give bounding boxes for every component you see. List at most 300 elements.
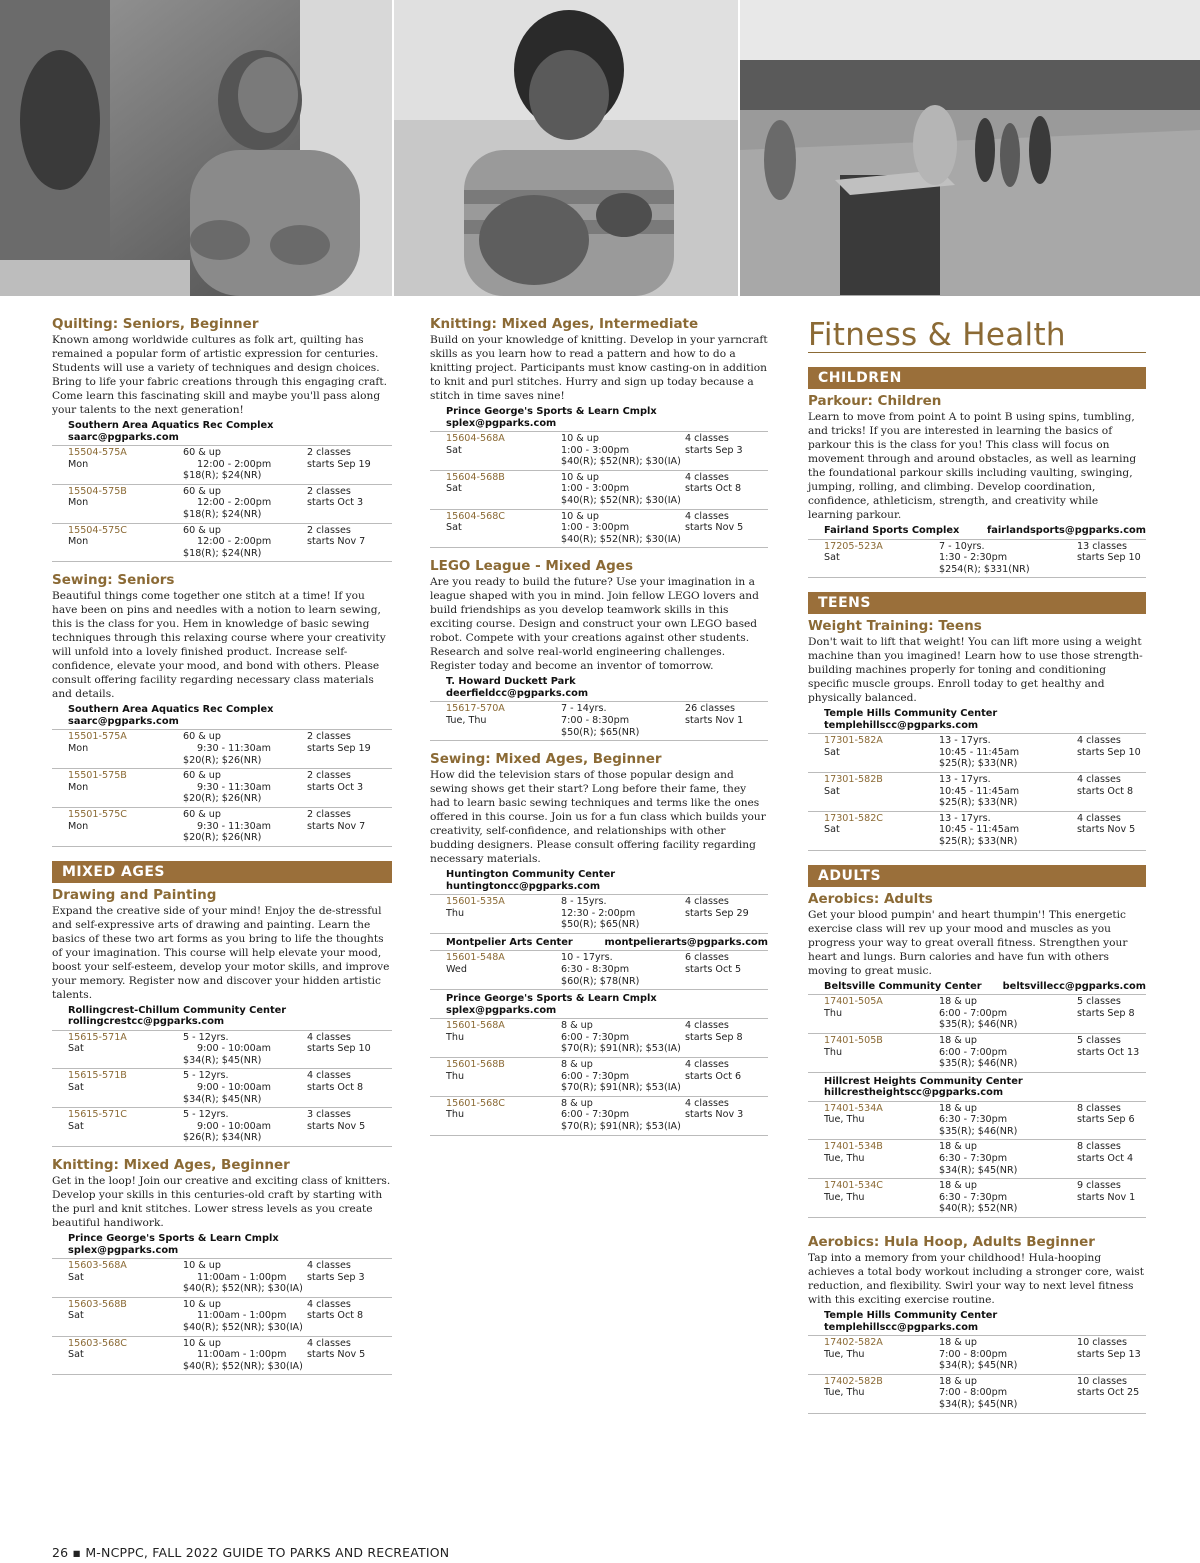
session-row [52,768,392,805]
session-age: 10 & up [183,1260,221,1272]
session-fee: $40(R); $52(NR); $30(IA) [183,1360,303,1372]
location-name: Fairland Sports Complex [824,525,960,536]
session-start: starts Nov 7 [307,820,366,832]
session-row [430,701,768,738]
location-email: splex@pgparks.com [68,1244,179,1256]
session-fee: $35(R); $46(NR) [939,1019,1018,1031]
session-count: 2 classes [307,447,351,458]
session-row [430,431,768,468]
session-code[interactable]: 17301-582B [824,774,883,786]
session-fee: $40(R); $52(NR); $30(IA) [183,1322,303,1333]
session-start: starts Oct 3 [307,497,364,509]
session-fee: $26(R); $34(NR) [183,1132,262,1144]
session-fee: $18(R); $24(NR) [183,547,262,559]
session-count: 9 classes [1077,1180,1121,1192]
class-title-weight: Weight Training: Teens [808,618,982,635]
session-fee: $18(R); $24(NR) [183,508,262,520]
session-row [52,1068,392,1105]
session-count: 4 classes [685,1058,729,1070]
session-row [430,894,768,931]
session-count: 4 classes [307,1337,351,1349]
session-age: 5 - 12yrs. [183,1070,229,1082]
sessions-parkour [808,539,1146,579]
session-age: 10 & up [183,1298,221,1310]
session-code[interactable]: 15504-575C [68,524,127,536]
session-fee: $40(R); $52(NR); $30(IA) [183,1283,303,1295]
session-age: 60 & up [183,447,221,458]
session-start: starts Oct 8 [307,1082,364,1094]
column-2 [430,316,768,1136]
session-code[interactable]: 15601-568C [446,1097,505,1109]
session-row [430,950,768,987]
session-start: starts Sep 3 [307,1271,365,1283]
location-email: beltsvillecc@pgparks.com [1002,980,1146,992]
session-fee: $40(R); $52(NR); $30(IA) [561,456,681,468]
session-row [808,1033,1146,1070]
session-fee: $25(R); $33(NR) [939,797,1018,809]
session-day: Tue, Thu [824,1153,865,1165]
session-code[interactable]: 15604-568C [446,510,505,522]
session-row [52,729,392,766]
session-fee: $18(R); $24(NR) [183,470,262,482]
session-code[interactable]: 15603-568C [68,1337,127,1349]
class-desc-hula: Tap into a memory from your childhood! Hula-hooping achieves a total body workout including a stronger core, waist reduction, and flexibility. Swirl your way to next level fitness with this exciting exercise routine. [808,1252,1144,1307]
location-name: Southern Area Aquatics Rec Complex [68,704,274,716]
session-start: starts Nov 1 [1077,1191,1136,1203]
session-count: 13 classes [1077,540,1127,552]
session-age: 10 & up [561,510,599,522]
class-desc-knitting-beginner: Get in the loop! Join our creative and exciting class of knitters. Develop your skills in this centuries-old craft by starting with the purl and knit stitches. Lower stress levels as you create beautiful handiwork. [52,1175,391,1230]
session-code[interactable]: 15615-571A [68,1031,127,1043]
session-day: Thu [824,1007,843,1019]
session-start: starts Sep 8 [685,1031,743,1043]
session-start: starts Sep 10 [1077,552,1141,564]
session-fee: $25(R); $33(NR) [939,836,1018,848]
session-time: 1:30 - 2:30pm [939,552,1008,564]
location-email: saarc@pgparks.com [68,431,179,443]
session-code[interactable]: 15603-568B [68,1298,127,1310]
session-day: Thu [446,1109,465,1121]
session-row [52,1297,392,1334]
session-day: Thu [446,1031,465,1043]
session-fee: $70(R); $91(NR); $53(IA) [561,1043,681,1055]
location-fairland [808,525,1146,537]
class-desc-quilting: Known among worldwide cultures as folk art, quilting has remained a popular form of artistic expression for centuries. Students will use a variety of techniques and design choices. Bring to life your fabric creations through this engaging craft. Come learn this fascinating skill and maybe you'll pass along your talents to the next generation! [52,334,387,416]
session-day: Thu [446,907,465,919]
session-row [808,811,1146,848]
sessions-drawing [52,1030,392,1147]
session-age: 60 & up [183,770,221,782]
sessions-knitting-beginner [52,1258,392,1375]
session-day: Sat [68,1043,84,1055]
session-start: starts Oct 8 [307,1310,364,1322]
session-age: 10 & up [561,433,599,444]
class-desc-lego: Are you ready to build the future? Use your imagination in a league shaped with you in mind. Join fellow LEGO lovers and build friendships as you develop teamwork skills in this exciting course. Design and construct your own LEGO based robot. Compete with your creations against other students. Research and solve real-world engineering challenges. Register today and become an inventor of tomorrow. [430,576,759,673]
class-desc-parkour: Learn to move from point A to point B using spins, tumbling, and tricks! If you are interested in learning the basics of parkour this is the class for you! This class will focus on movement through and around obstacles, as well as learning the foundational parkour skills including vaulting, swinging, jumping, rolling, and climbing. Develop coordination, confidence, athleticism, strength, and creativity while learning parkour. [808,411,1137,521]
session-count: 2 classes [307,524,351,536]
session-time: 9:00 - 10:00am [197,1043,271,1055]
session-time: 6:00 - 7:30pm [561,1070,630,1082]
session-code[interactable]: 17401-534A [824,1102,883,1114]
photo-strip [0,0,1200,296]
session-row [52,1030,392,1067]
class-title-aerobics: Aerobics: Adults [808,890,933,907]
session-code[interactable]: 15604-568B [446,471,505,483]
session-day: Sat [824,746,840,758]
class-title-quilting: Quilting: Seniors, Beginner [52,316,259,332]
session-time: 1:00 - 3:00pm [561,522,630,534]
session-start: starts Nov 5 [685,522,744,534]
location-name: Prince George's Sports & Learn Cmplx [446,406,657,417]
session-time: 6:30 - 7:30pm [939,1191,1008,1203]
session-row [808,1139,1146,1176]
session-count: 10 classes [1077,1375,1127,1387]
session-time: 12:00 - 2:00pm [197,458,272,470]
location-name: Rollingcrest-Chillum Community Center [68,1004,287,1016]
session-count: 5 classes [1077,996,1121,1008]
location-email: splex@pgparks.com [446,1004,557,1016]
session-start: starts Sep 10 [1077,746,1141,758]
session-day: Wed [446,964,467,975]
location-email: huntingtoncc@pgparks.com [446,880,601,892]
session-day: Mon [68,458,89,470]
session-time: 9:00 - 10:00am [197,1120,271,1132]
sessions-hillcrest [808,1101,1146,1218]
session-code[interactable]: 15501-575C [68,808,127,820]
session-code[interactable]: 15601-568A [446,1020,505,1032]
session-start: starts Nov 7 [307,536,366,548]
session-fee: $35(R); $46(NR) [939,1125,1018,1137]
location-knitting-beginner [52,1233,392,1256]
session-start: starts Oct 13 [1077,1046,1140,1058]
session-day: Sat [446,522,462,534]
session-age: 60 & up [183,524,221,536]
session-row [52,1336,392,1373]
session-fee: $35(R); $46(NR) [939,1058,1018,1070]
session-age: 60 & up [183,808,221,820]
location-name: Beltsville Community Center [824,980,982,992]
session-day: Tue, Thu [446,714,487,726]
session-day: Sat [68,1271,84,1283]
session-row [430,1057,768,1094]
location-name: Huntington Community Center [446,869,616,881]
session-fee: $60(R); $78(NR) [561,975,640,987]
session-age: 8 & up [561,1097,593,1109]
session-age: 18 & up [939,1337,977,1349]
session-age: 18 & up [939,1180,977,1192]
session-code[interactable]: 15604-568A [446,433,505,444]
location-lego [430,676,768,699]
banner-mixed-ages: MIXED AGES [52,861,392,883]
location-name: T. Howard Duckett Park [446,676,576,688]
session-day: Tue, Thu [824,1191,865,1203]
session-row [808,1374,1146,1411]
session-day: Tue, Thu [824,1387,865,1399]
session-start: starts Nov 5 [1077,824,1136,836]
session-age: 60 & up [183,485,221,497]
session-code[interactable]: 17402-582A [824,1337,883,1349]
session-count: 2 classes [307,808,351,820]
session-age: 5 - 12yrs. [183,1031,229,1043]
session-count: 4 classes [307,1298,351,1310]
session-start: starts Sep 29 [685,907,749,919]
session-age: 8 - 15yrs. [561,896,607,908]
class-title-lego: LEGO League - Mixed Ages [430,558,633,575]
session-start: starts Nov 1 [685,714,744,726]
session-start: starts Oct 4 [1077,1153,1134,1165]
session-fee: $40(R); $52(NR); $30(IA) [561,533,681,545]
location-email: templehillscc@pgparks.com [824,1321,979,1333]
location-email: saarc@pgparks.com [68,715,179,727]
session-row [52,1258,392,1295]
session-time: 12:00 - 2:00pm [197,536,272,548]
session-age: 7 - 14yrs. [561,703,607,715]
session-start: starts Oct 6 [685,1070,742,1082]
session-count: 4 classes [1077,735,1121,747]
session-time: 10:45 - 11:45am [939,824,1020,836]
class-title-sewing-mixed: Sewing: Mixed Ages, Beginner [430,751,662,768]
session-age: 5 - 12yrs. [183,1109,229,1121]
session-code[interactable]: 15501-575A [68,731,127,743]
class-desc-sewing-seniors: Beautiful things come together one stitch at a time! If you have been on pins and needles with a notion to learn sewing, this is the class for you. Hem in knowledge of basic sewing techniques through this relaxing course where your creativity will unfold into a lovely finished product. Increase self-confidence, elevate your mood, and bond with others. Please consult offering facility regarding necessary class materials and details. [52,590,386,701]
session-row [430,1018,768,1055]
session-time: 9:30 - 11:30am [197,742,271,754]
session-row [52,807,392,844]
session-day: Sat [446,444,462,456]
session-day: Mon [68,742,89,754]
sessions-montpelier [430,950,768,990]
session-count: 10 classes [1077,1337,1127,1349]
session-age: 8 & up [561,1020,593,1032]
session-code[interactable]: 17401-505A [824,996,883,1008]
session-time: 12:30 - 2:00pm [561,907,636,919]
session-fee: $50(R); $65(NR) [561,919,640,931]
session-start: starts Nov 5 [307,1349,366,1361]
class-desc-knitting-intermediate: Build on your knowledge of knitting. Develop in your yarncraft skills as you learn how to read a pattern and how to do a knitting project. Participants must know casting-on in addition to knit and purl stitches. Hurry and sign up today because a stitch in time saves nine! [430,334,768,402]
session-time: 6:00 - 7:30pm [561,1031,630,1043]
banner-adults: ADULTS [808,865,1146,887]
session-time: 11:00am - 1:00pm [197,1271,287,1283]
session-start: starts Nov 3 [685,1109,744,1121]
session-time: 11:00am - 1:00pm [197,1349,287,1361]
session-day: Sat [824,552,840,564]
page-footer: 26 ▪ M-NCPPC, FALL 2022 GUIDE TO PARKS AND RECREATION [52,1545,450,1560]
session-code[interactable]: 15504-575A [68,447,127,458]
location-quilting [52,420,392,443]
location-email: deerfieldcc@pgparks.com [446,687,589,699]
session-time: 7:00 - 8:00pm [939,1387,1008,1399]
session-count: 26 classes [685,703,735,715]
session-count: 2 classes [307,485,351,497]
location-name: Montpelier Arts Center [446,936,573,948]
session-count: 4 classes [307,1070,351,1082]
session-count: 4 classes [685,896,729,908]
session-day: Mon [68,497,89,509]
session-count: 4 classes [1077,774,1121,786]
banner-teens: TEENS [808,592,1146,614]
session-code[interactable]: 15615-571C [68,1109,127,1121]
location-email: hillcrestheightscc@pgparks.com [824,1087,1004,1099]
session-start: starts Sep 3 [685,444,743,456]
session-fee: $34(R); $45(NR) [183,1093,262,1105]
session-time: 6:30 - 7:30pm [939,1153,1008,1165]
session-day: Sat [68,1120,84,1132]
session-code[interactable]: 17301-582C [824,812,883,824]
session-day: Sat [68,1082,84,1094]
session-day: Thu [446,1070,465,1082]
sessions-knitting-intermediate [430,431,768,548]
section-title: Fitness & Health [808,318,1146,353]
location-name: Southern Area Aquatics Rec Complex [68,420,274,431]
session-time: 1:00 - 3:00pm [561,444,630,456]
session-code[interactable]: 17401-534B [824,1141,883,1153]
location-sewing-seniors [52,704,392,727]
location-temple-hills [808,708,1146,731]
session-time: 11:00am - 1:00pm [197,1310,287,1322]
session-fee: $20(R); $26(NR) [183,754,262,766]
session-age: 18 & up [939,1034,977,1046]
session-code[interactable]: 17205-523A [824,540,883,552]
session-row [430,1096,768,1133]
session-start: starts Sep 13 [1077,1348,1141,1360]
session-fee: $70(R); $91(NR); $53(IA) [561,1082,681,1094]
session-fee: $254(R); $331(NR) [939,563,1030,575]
session-count: 8 classes [1077,1141,1121,1153]
session-code[interactable]: 15601-568B [446,1058,505,1070]
session-day: Mon [68,781,89,793]
session-code[interactable]: 15615-571B [68,1070,127,1082]
session-row [808,772,1146,809]
session-day: Sat [824,824,840,836]
session-time: 7:00 - 8:00pm [939,1348,1008,1360]
location-huntington [430,869,768,892]
location-beltsville [808,981,1146,993]
location-email: splex@pgparks.com [446,417,557,429]
session-code[interactable]: 17301-582A [824,735,883,747]
session-fee: $34(R); $45(NR) [939,1360,1018,1372]
location-name: Temple Hills Community Center [824,1310,998,1322]
session-row [52,484,392,521]
class-desc-aerobics: Get your blood pumpin' and heart thumpin'! This energetic exercise class will rev up your mood and muscles as you progress your way to great overall fitness. Strengthen your heart and lungs. Burn calories and have fun with others moving to great music. [808,908,1128,977]
session-count: 4 classes [685,433,729,444]
session-age: 18 & up [939,1375,977,1387]
session-age: 60 & up [183,731,221,743]
session-row [52,523,392,560]
session-day: Sat [68,1310,84,1322]
photo-senior-knitting [0,0,392,296]
location-name: Hillcrest Heights Community Center [824,1075,1023,1087]
session-day: Sat [824,785,840,797]
session-day: Sat [68,1349,84,1361]
class-title-knitting-intermediate: Knitting: Mixed Ages, Intermediate [430,316,699,332]
session-count: 4 classes [685,1020,729,1032]
session-count: 4 classes [307,1031,351,1043]
sessions-weight [808,733,1146,850]
sessions-quilting [52,445,392,562]
session-count: 2 classes [307,731,351,743]
session-day: Tue, Thu [824,1114,865,1126]
sessions-lego [430,701,768,741]
session-code[interactable]: 15504-575B [68,485,127,497]
location-name: Prince George's Sports & Learn Cmplx [68,1233,279,1245]
session-time: 10:45 - 11:45am [939,785,1020,797]
sessions-sewing-seniors [52,729,392,846]
session-start: starts Oct 3 [307,781,364,793]
session-row [52,1107,392,1144]
session-time: 12:00 - 2:00pm [197,497,272,509]
sessions-splex [430,1018,768,1135]
session-time: 7:00 - 8:30pm [561,714,630,726]
location-email: rollingcrestcc@pgparks.com [68,1016,225,1028]
location-hillcrest [808,1076,1146,1099]
class-title-hula: Aerobics: Hula Hoop, Adults Beginner [808,1234,1095,1251]
session-time: 9:30 - 11:30am [197,781,271,793]
session-row [808,733,1146,770]
session-code[interactable]: 17401-505B [824,1034,883,1046]
session-row [808,1101,1146,1138]
session-fee: $40(R); $52(NR); $30(IA) [561,494,681,506]
session-row [808,1178,1146,1215]
session-start: starts Sep 19 [307,742,371,754]
photo-teen-knitting [394,0,738,296]
session-age: 18 & up [939,1141,977,1153]
session-count: 4 classes [1077,812,1121,824]
session-time: 1:00 - 3:00pm [561,483,630,495]
column-1 [52,316,392,1375]
session-code[interactable]: 15601-548A [446,952,505,964]
session-day: Tue, Thu [824,1348,865,1360]
session-start: starts Oct 25 [1077,1387,1140,1399]
session-code[interactable]: 17401-534C [824,1180,883,1192]
class-desc-weight: Don't wait to lift that weight! You can lift more using a weight machine than you imagined! Learn how to use those strength-building machines properly for toning and conditioning specific muscle groups. Enroll today to get healthy and physically balanced. [808,636,1143,705]
session-time: 6:00 - 7:30pm [561,1109,630,1121]
location-temple-hills-hula [808,1310,1146,1333]
session-start: starts Oct 8 [685,483,742,495]
session-code[interactable]: 15501-575B [68,770,127,782]
session-code[interactable]: 17402-582B [824,1375,883,1387]
session-code[interactable]: 15617-570A [446,703,505,715]
location-splex [430,993,768,1016]
session-age: 13 - 17yrs. [939,774,991,786]
class-title-drawing: Drawing and Painting [52,886,217,903]
session-age: 18 & up [939,996,977,1008]
session-code[interactable]: 15601-535A [446,896,505,908]
session-age: 18 & up [939,1102,977,1114]
session-start: starts Sep 8 [1077,1007,1135,1019]
location-name: Temple Hills Community Center [824,708,998,720]
sessions-hula [808,1335,1146,1414]
session-row [808,539,1146,576]
session-code[interactable]: 15603-568A [68,1260,127,1272]
session-start: starts Oct 5 [685,964,742,975]
class-desc-sewing-mixed: How did the television stars of those popular design and sewing shows get their start? Long before their fame, they had to learn basic sewing techniques and terms like the ones offered in this course. Join us for a fun class which builds your creativity, self-confidence, and relationships with other budding designers. Please consult offering facility regarding necessary materials. [430,769,766,866]
session-time: 6:00 - 7:00pm [939,1007,1008,1019]
session-day: Sat [446,483,462,495]
session-count: 4 classes [685,1097,729,1109]
session-fee: $50(R); $65(NR) [561,726,640,738]
session-count: 4 classes [685,471,729,483]
session-row [52,445,392,482]
session-row [430,509,768,546]
session-day: Mon [68,820,89,832]
session-count: 3 classes [307,1109,351,1121]
session-time: 6:00 - 7:00pm [939,1046,1008,1058]
session-count: 4 classes [685,510,729,522]
class-title-knitting-beginner: Knitting: Mixed Ages, Beginner [52,1157,290,1174]
session-fee: $20(R); $26(NR) [183,832,262,844]
class-title-parkour: Parkour: Children [808,393,942,409]
photo-parkour [740,0,1200,296]
